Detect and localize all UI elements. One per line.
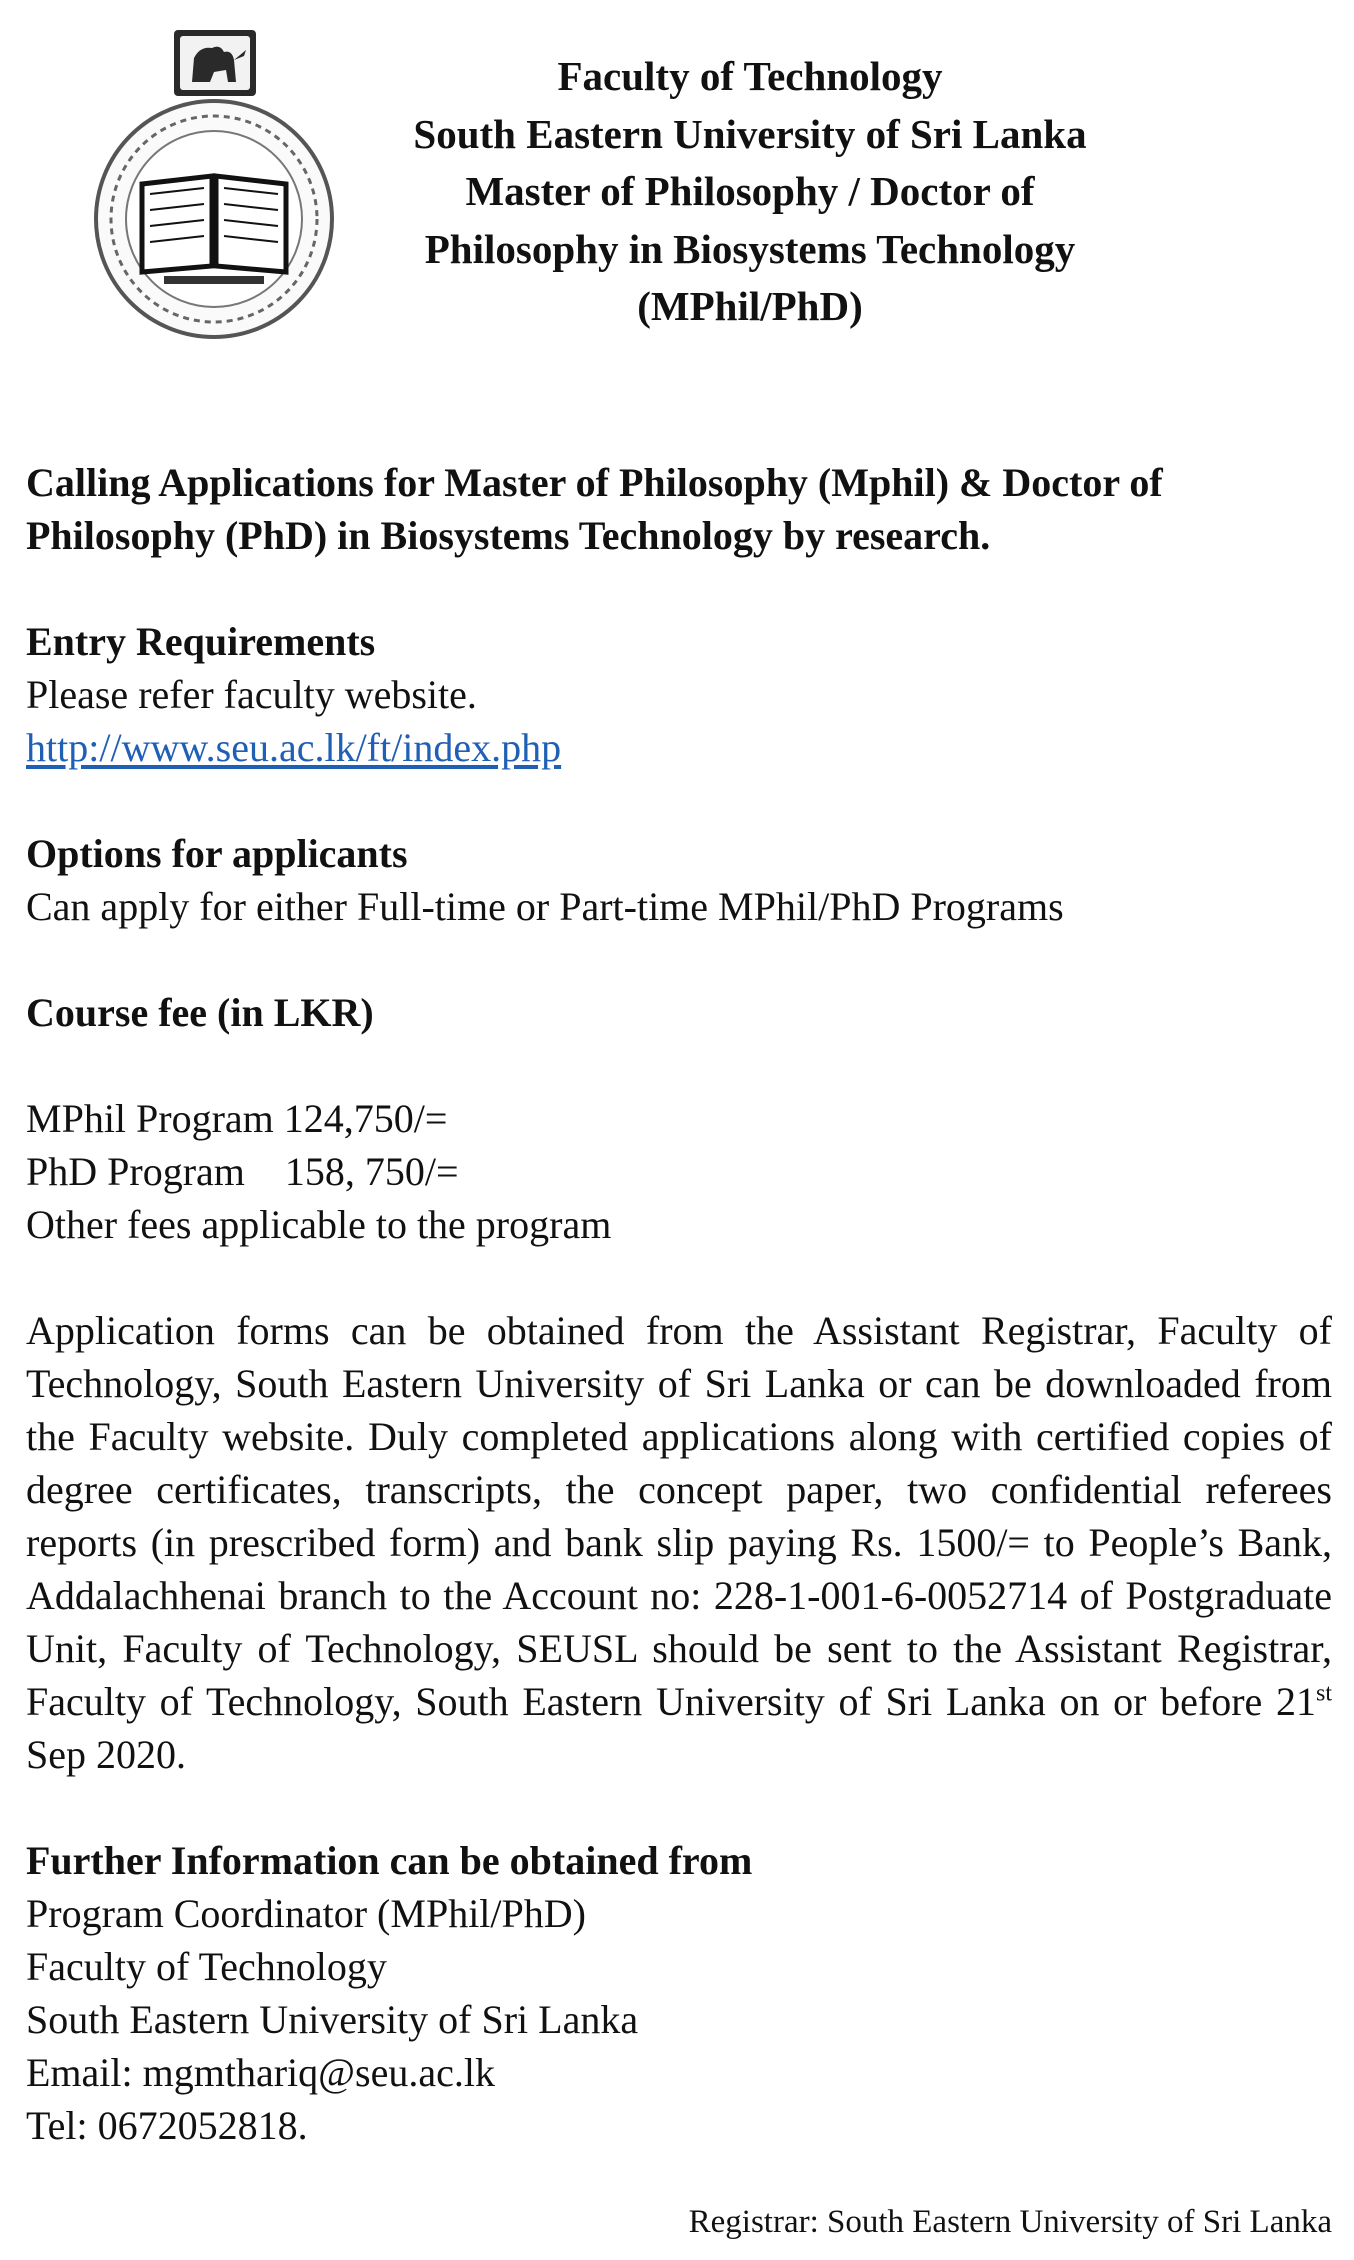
phd-fee: PhD Program 158, 750/= <box>26 1149 459 1194</box>
options-text: Can apply for either Full-time or Part-time MPhil/PhD Programs <box>26 884 1064 929</box>
course-fee-heading: Course fee (in LKR) <box>26 990 374 1035</box>
contact-phone: Tel: 0672052818. <box>26 2103 308 2148</box>
application-text: Application forms can be obtained from the Assistant Registrar, Faculty of Technology, South Eastern University of Sri Lanka or can be downloaded from the Faculty website. Duly completed applications along with certified copies of degree certificates, transcripts, the concept paper, two confidential referees reports (in prescribed form) and bank slip paying Rs. 1500/= to People’s Bank, Addalachhenai branch to the Account no: 228-1-001-6-0052714 of Postgraduate Unit, Faculty of Technology, SEUSL should be sent to the Assistant Registrar, Faculty of Technology, South Eastern University of Sri Lanka on or before 21 <box>26 1308 1332 1724</box>
university-name: South Eastern University of Sri Lanka <box>413 110 1087 157</box>
registrar-signature: Registrar: South Eastern University of Sri Lanka <box>688 2204 1332 2240</box>
options-heading: Options for applicants <box>26 831 408 876</box>
coordinator-title: Program Coordinator (MPhil/PhD) <box>26 1891 586 1936</box>
application-deadline: Sep 2020. <box>26 1732 186 1777</box>
coordinator-faculty: Faculty of Technology <box>26 1944 387 1989</box>
coordinator-university: South Eastern University of Sri Lanka <box>26 1997 639 2042</box>
contact-email: Email: mgmthariq@seu.ac.lk <box>26 2050 495 2095</box>
date-ordinal-suffix: st <box>1315 1680 1332 1707</box>
intro-line-1: Calling Applications for Master of Philosophy (Mphil) & Doctor of <box>26 460 1163 505</box>
program-abbreviation: (MPhil/PhD) <box>637 283 863 329</box>
program-title-line-2: Philosophy in Biosystems Technology <box>424 225 1076 272</box>
intro-line-2: Philosophy (PhD) in Biosystems Technology by research. <box>26 513 991 558</box>
faculty-website-link[interactable]: http://www.seu.ac.lk/ft/index.php <box>26 725 562 770</box>
header-title-block <box>300 48 1200 336</box>
other-fees-note: Other fees applicable to the program <box>26 1202 612 1247</box>
faculty-name: Faculty of Technology <box>557 53 943 99</box>
entry-requirements-heading: Entry Requirements <box>26 619 376 664</box>
entry-requirements-text: Please refer faculty website. <box>26 672 477 717</box>
main-content <box>26 456 1332 2152</box>
program-title-line-1: Master of Philosophy / Doctor of <box>465 168 1035 214</box>
further-info-heading: Further Information can be obtained from <box>26 1838 753 1883</box>
application-instructions <box>26 1304 1332 1781</box>
mphil-fee: MPhil Program 124,750/= <box>26 1096 448 1141</box>
